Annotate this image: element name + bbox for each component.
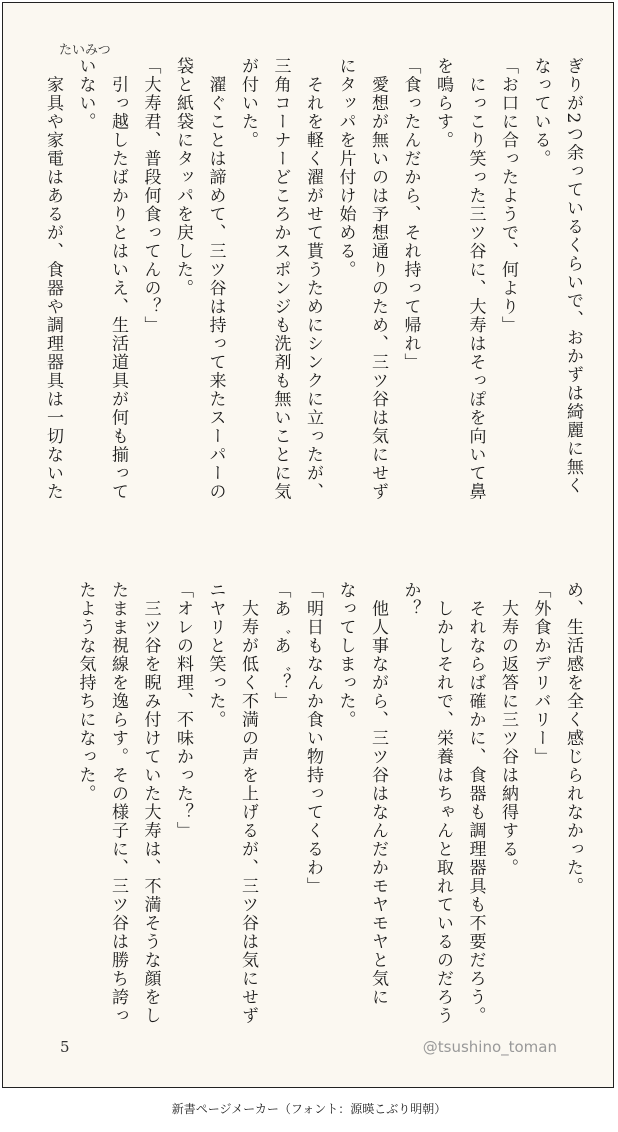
text-line: 「オレの料理、不味かった？」	[173, 581, 193, 840]
book-page	[2, 2, 614, 1088]
text-line: が付いた。	[238, 57, 258, 150]
text-line: ニヤリと笑った。	[205, 581, 226, 729]
author-header: たいみつ	[59, 43, 111, 58]
text-line: 三角コーナーどころかスポンジも洗剤も無いことに気	[270, 57, 291, 501]
text-line: 濯ぐことは諦めて、三ツ谷は持って来たスーパーの	[205, 57, 226, 501]
text-line: 「外食かデリバリー」	[530, 581, 551, 766]
text-line: を鳴らす。	[433, 57, 453, 150]
text-line: 愛想が無いのは予想通りのため、三ツ谷は気にせず	[368, 57, 388, 501]
author-handle: @tsushino_toman	[422, 1038, 557, 1056]
text-line: 「大寿君、普段何食ってんの？」	[140, 57, 161, 335]
text-line: 大寿が低く不満の声を上げるが、三ツ谷は気にせず	[238, 581, 258, 1025]
text-line: 「あ゛あ゛？」	[270, 581, 291, 711]
text-line: それならば確かに、食器も調理器具も不要だろう。	[465, 581, 486, 1025]
text-line: にっこり笑った三ツ谷に、大寿はそっぽを向いて鼻	[465, 57, 486, 501]
text-line: なってしまった。	[335, 581, 356, 729]
text-line: 三ツ谷を睨み付けていた大寿は、不満そうな顔をし	[140, 581, 161, 1025]
text-line: 袋と紙袋にタッパを戻した。	[173, 57, 193, 298]
text-line: 「明日もなんか食い物持ってくるわ」	[303, 581, 323, 896]
text-line: しかしそれで、栄養はちゃんと取れているのだろう	[433, 581, 453, 1025]
text-line: か？	[400, 581, 421, 618]
text-line: ぎりが2つ余っているくらいで、おかずは綺麗に無く	[563, 57, 583, 495]
page-number: 5	[60, 1038, 70, 1056]
generator-credit: 新書ページメーカー（フォント：源暎こぶり明朝）	[171, 1102, 447, 1116]
text-line: 「食ったんだから、それ持って帰れ」	[400, 57, 421, 372]
text-line: 引っ越したばかりとはいえ、生活道具が何も揃って	[108, 57, 128, 501]
text-line: 大寿の返答に三ツ谷は納得する。	[498, 581, 518, 877]
text-line: 他人事ながら、三ツ谷はなんだかモヤモヤと気に	[368, 581, 388, 1007]
text-line: たまま視線を逸らす。その様子に、三ツ谷は勝ち誇っ	[108, 581, 128, 1025]
text-line: にタッパを片付け始める。	[335, 57, 356, 279]
text-line: なっている。	[530, 57, 551, 168]
text-line: いない。	[75, 57, 96, 131]
text-line: め、生活感を全く感じられなかった。	[563, 581, 583, 896]
text-line: 「お口に合ったようで、何より」	[498, 57, 518, 335]
text-line: 家具や家電はあるが、食器や調理器具は一切ないた	[43, 57, 63, 501]
text-line: それを軽く濯がせて貰うためにシンクに立ったが、	[303, 57, 323, 501]
text-line: たような気持ちになった。	[75, 581, 96, 803]
